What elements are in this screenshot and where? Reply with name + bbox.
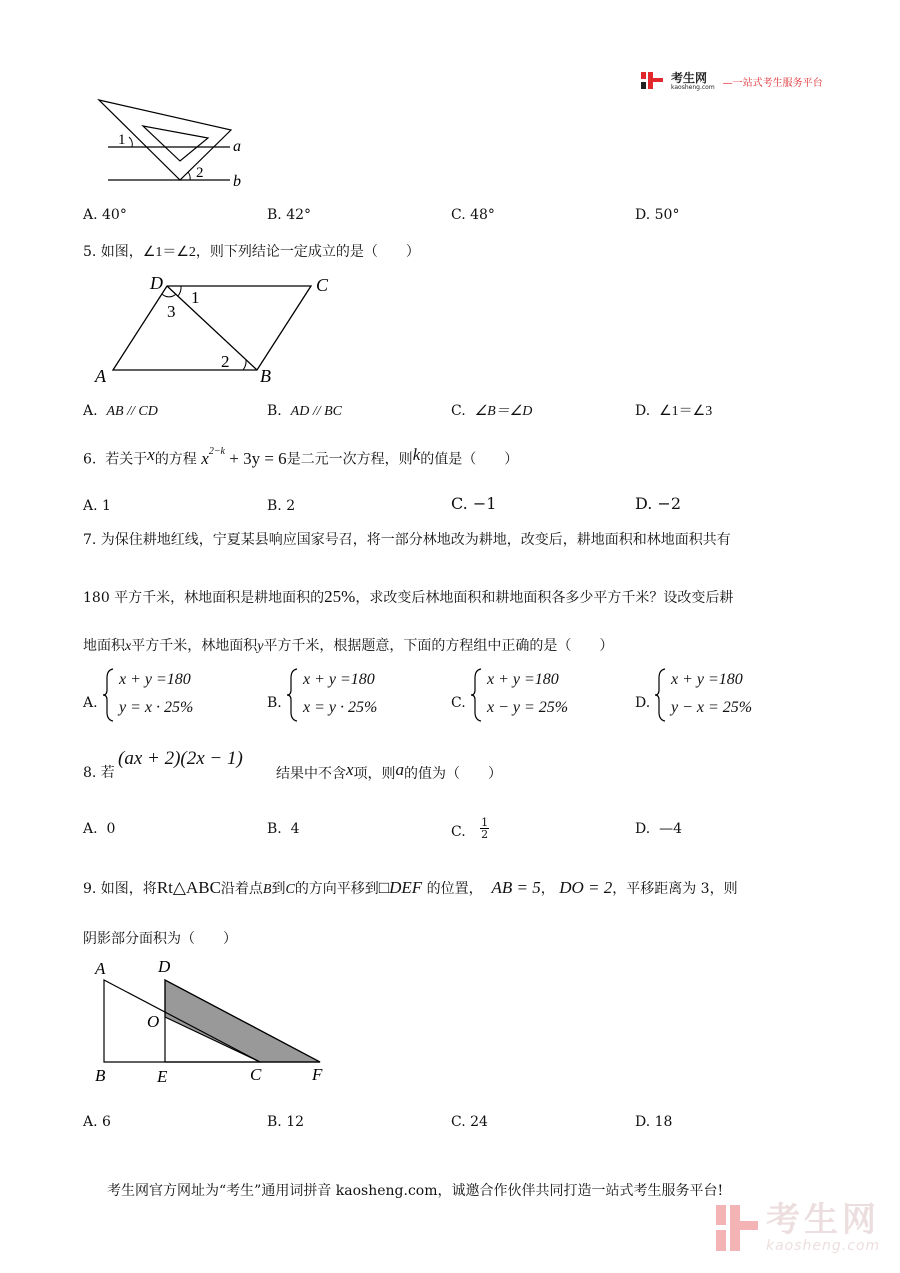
q8-option-b[interactable]: B. 4: [267, 821, 300, 837]
q4-label-b: b: [233, 173, 241, 190]
brace-icon: [471, 668, 483, 722]
q9-option-d[interactable]: D. 18: [635, 1114, 673, 1130]
q6-option-a[interactable]: A. 1: [83, 498, 111, 514]
q5-angle-1-arc: [178, 286, 181, 296]
logo-cn-text: 考生网: [671, 70, 708, 85]
q8-stem-rest: 结果中不含x项，则a的值为（ ）: [276, 760, 503, 782]
header-logo: [641, 71, 823, 91]
q5-stem: 5. 如图，∠1＝∠2，则下列结论一定成立的是（ ）: [83, 244, 420, 260]
watermark-cn: 考生网: [766, 1200, 880, 1240]
q4-label-1: 1: [118, 132, 126, 148]
q7-option-c[interactable]: C. x + y =180 x − y = 25%: [451, 666, 621, 722]
q5-label-1: 1: [191, 288, 200, 307]
header-slogan: —一站式考生服务平台: [722, 77, 823, 89]
q8-option-d[interactable]: D. —4: [635, 821, 683, 837]
q7-option-b[interactable]: B. x + y =180 x = y · 25%: [267, 666, 437, 722]
q5-option-d[interactable]: D. ∠1＝∠3: [635, 403, 713, 419]
fraction: $\frac{1}{2}$: [481, 816, 489, 841]
q5-label-D: D: [150, 273, 163, 293]
q5-option-b[interactable]: B. AD // BC: [267, 403, 342, 419]
q9-label-D: D: [158, 957, 171, 976]
watermark-logo-icon: [716, 1203, 760, 1253]
q8-option-a[interactable]: A. 0: [83, 821, 116, 837]
q7-line-1: 7. 为保住耕地红线，宁夏某县响应国家号召，将一部分林地改为耕地，改变后，耕地面积和林地面积共有: [83, 532, 731, 548]
q9-line-1: 9. 如图，将Rt△ABC沿着点B到C的方向平移到□DEF 的位置， AB = 5， DO = 2，平移距离为 3，则: [83, 878, 738, 897]
q4-angle-1-arc: [129, 137, 132, 147]
q8-option-c[interactable]: C. $\frac{1}{2}$: [451, 816, 489, 841]
q6-equation: $x^{2-k} + 3y = 6$: [201, 446, 287, 468]
q5-option-a[interactable]: A. AB // CD: [83, 403, 158, 419]
q9-option-a[interactable]: A. 6: [83, 1114, 111, 1130]
q9-label-E: E: [157, 1067, 168, 1086]
q9-option-b[interactable]: B. 12: [267, 1114, 305, 1130]
q9-option-c[interactable]: C. 24: [451, 1114, 488, 1130]
q9-label-B: B: [95, 1066, 106, 1085]
q9-label-C: C: [250, 1065, 262, 1084]
q5-angle-2-arc: [243, 360, 246, 370]
watermark-en: kaosheng.com: [766, 1238, 881, 1254]
brace-icon: [287, 668, 299, 722]
q5-label-2: 2: [221, 352, 230, 371]
footer-text: 考生网官方网址为“考生”通用词拼音 kaosheng.com，诚邀合作伙伴共同打造一站式考生服务平台!: [107, 1183, 724, 1199]
q4-option-c[interactable]: C. 48°: [451, 207, 495, 223]
q9-figure: [90, 955, 340, 1090]
q9-label-O: O: [147, 1012, 160, 1031]
q5-label-C: C: [316, 275, 329, 295]
q7-line-2: 180 平方千米，林地面积是耕地面积的25%，求改变后林地面积和耕地面积各多少平方千米？设改变后耕: [83, 587, 734, 606]
q4-option-a[interactable]: A. 40°: [83, 207, 127, 223]
logo-icon: [641, 71, 665, 91]
q6-option-d[interactable]: D. −2: [635, 494, 682, 513]
q7-option-a[interactable]: A. x + y =180 y = x · 25%: [83, 666, 253, 722]
q5-option-c[interactable]: C. ∠B＝∠D: [451, 403, 533, 419]
q4-label-a: a: [233, 138, 241, 155]
q8-stem-prefix: 8. 若: [83, 765, 115, 781]
q5-label-A: A: [95, 366, 106, 386]
q4-figure: [96, 95, 256, 195]
q5-figure: [90, 270, 340, 388]
q9-label-F: F: [312, 1065, 323, 1084]
q5-angle-3-arc: [162, 294, 176, 297]
q5-label-B: B: [260, 366, 271, 386]
q4-option-b[interactable]: B. 42°: [267, 207, 312, 223]
q9-label-A: A: [95, 959, 106, 978]
logo-en-text: kaosheng.com: [671, 83, 715, 91]
q4-label-2: 2: [196, 165, 204, 181]
watermark: [716, 1202, 880, 1254]
q6-stem: 6. 若关于x的方程 $x^{2-k} + 3y = 6$是二元一次方程，则k的值是（ ）: [83, 444, 519, 468]
q4-inner-triangle: [143, 126, 208, 161]
q5-label-3: 3: [167, 302, 176, 321]
q7-line-3: 地面积x平方千米，林地面积y平方千米，根据题意，下面的方程组中正确的是（ ）: [83, 638, 614, 654]
q4-option-d[interactable]: D. 50°: [635, 207, 680, 223]
q8-expression: (ax + 2)(2x − 1): [118, 748, 243, 769]
q5-diagonal-db: [167, 286, 257, 370]
q4-angle-2-arc: [188, 172, 190, 180]
q6-option-b[interactable]: B. 2: [267, 498, 296, 514]
q9-line-2: 阴影部分面积为（ ）: [83, 931, 237, 947]
q6-option-c[interactable]: C. −1: [451, 494, 497, 513]
brace-icon: [103, 668, 115, 722]
brace-icon: [655, 668, 667, 722]
q7-option-d[interactable]: D. x + y =180 y − x = 25%: [635, 666, 805, 722]
